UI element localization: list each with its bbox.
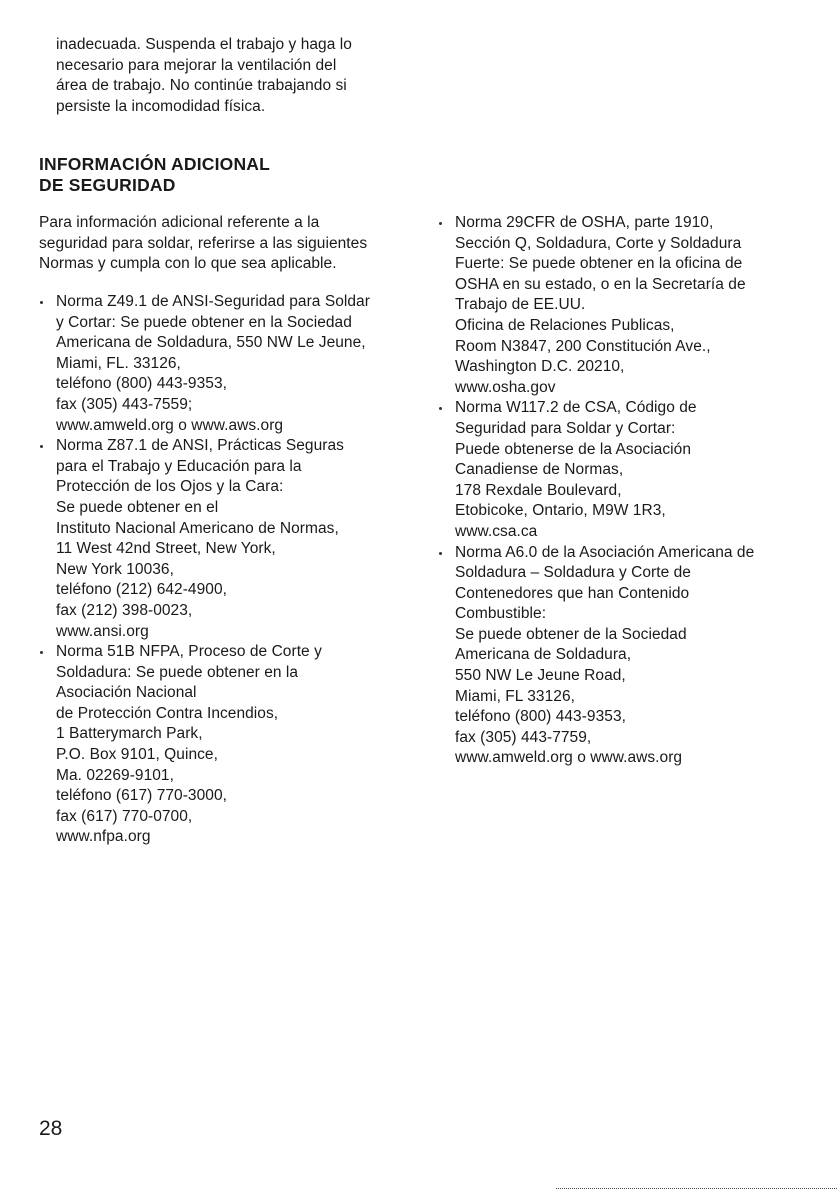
- bottom-divider: [556, 1188, 837, 1189]
- text-line: teléfono (800) 443-9353,: [56, 375, 227, 393]
- text-line: teléfono (212) 642-4900,: [56, 581, 227, 599]
- text-line: Miami, FL 33126,: [455, 687, 575, 705]
- text-line: P.O. Box 9101, Quince,: [56, 746, 218, 764]
- standard-nfpa-51b-item: [39, 642, 370, 848]
- text-line: Trabajo de EE.UU.: [455, 296, 586, 314]
- intro-continuation-paragraph: [56, 35, 352, 117]
- standard-csa-w117-item: [438, 398, 754, 542]
- heading-line: DE SEGURIDAD: [39, 174, 176, 195]
- text-line: Sección Q, Soldadura, Corte y Soldadura: [455, 234, 742, 252]
- text-line: necesario para mejorar la ventilación del: [56, 56, 337, 74]
- text-line: www.amweld.org o www.aws.org: [56, 416, 284, 434]
- text-line: www.amweld.org o www.aws.org: [455, 749, 683, 767]
- text-line: fax (212) 398-0023,: [56, 601, 193, 619]
- text-line: Norma A6.0 de la Asociación Americana de: [455, 543, 755, 561]
- standard-ansi-z49-item: [39, 292, 370, 436]
- standard-aws-a6-item: [438, 543, 754, 770]
- text-line: para el Trabajo y Educación para la: [56, 457, 302, 475]
- text-line: fax (305) 443-7759,: [455, 728, 592, 746]
- text-line: Americana de Soldadura, 550 NW Le Jeune,: [56, 334, 366, 352]
- lead-paragraph: [39, 213, 367, 275]
- text-line: www.csa.ca: [455, 522, 538, 540]
- text-line: Combustible:: [455, 605, 547, 623]
- text-line: teléfono (800) 443-9353,: [455, 708, 626, 726]
- text-line: New York 10036,: [56, 560, 174, 578]
- text-line: Seguridad para Soldar y Cortar:: [455, 419, 676, 437]
- text-line: Norma 29CFR de OSHA, parte 1910,: [455, 214, 714, 231]
- text-line: Protección de los Ojos y la Cara:: [56, 478, 284, 496]
- text-line: Se puede obtener de la Sociedad: [455, 625, 687, 643]
- text-line: Norma 51B NFPA, Proceso de Corte y: [56, 643, 322, 661]
- text-line: Americana de Soldadura,: [455, 646, 632, 664]
- text-line: Room N3847, 200 Constitución Ave.,: [455, 337, 711, 355]
- standards-list: [438, 213, 754, 769]
- text-line: 178 Rexdale Boulevard,: [455, 481, 622, 499]
- text-line: Fuerte: Se puede obtener en la oficina de: [455, 255, 743, 273]
- text-line: Ma. 02269-9101,: [56, 766, 174, 784]
- text-line: fax (305) 443-7559;: [56, 395, 193, 413]
- text-line: inadecuada. Suspenda el trabajo y haga lo: [56, 36, 352, 53]
- text-line: y Cortar: Se puede obtener en la Sociedad: [56, 313, 352, 331]
- text-line: www.nfpa.org: [56, 828, 151, 846]
- text-line: teléfono (617) 770-3000,: [56, 787, 227, 805]
- text-line: Se puede obtener en el: [56, 498, 219, 516]
- text-line: área de trabajo. No continúe trabajando si: [56, 77, 347, 95]
- text-line: Miami, FL. 33126,: [56, 354, 181, 372]
- text-line: persiste la incomodidad física.: [56, 97, 266, 115]
- text-line: OSHA en su estado, o en la Secretaría de: [455, 275, 746, 293]
- standard-osha-29cfr-item: [438, 213, 754, 398]
- text-line: Oficina de Relaciones Publicas,: [455, 316, 675, 334]
- text-line: Instituto Nacional Americano de Normas,: [56, 519, 339, 537]
- page-number: 28: [39, 1117, 63, 1140]
- left-standards-column: [39, 292, 370, 848]
- text-line: 1 Batterymarch Park,: [56, 725, 203, 743]
- standards-list: [39, 292, 370, 848]
- text-line: Norma Z49.1 de ANSI-Seguridad para Soldar: [56, 293, 370, 310]
- text-line: Soldadura – Soldadura y Corte de: [455, 564, 691, 582]
- text-line: Contenedores que han Contenido: [455, 584, 690, 602]
- standard-ansi-z87-item: [39, 436, 370, 642]
- text-line: Soldadura: Se puede obtener en la: [56, 663, 299, 681]
- right-standards-column: [438, 213, 754, 769]
- text-line: Washington D.C. 20210,: [455, 358, 625, 376]
- heading-line: INFORMACIÓN ADICIONAL: [39, 154, 271, 174]
- section-heading: [39, 154, 270, 195]
- text-line: Norma Z87.1 de ANSI, Prácticas Seguras: [56, 437, 344, 455]
- text-line: Asociación Nacional: [56, 684, 197, 702]
- text-line: fax (617) 770-0700,: [56, 807, 193, 825]
- text-line: Puede obtenerse de la Asociación: [455, 440, 691, 458]
- text-line: Para información adicional referente a la: [39, 214, 320, 231]
- text-line: seguridad para soldar, referirse a las siguientes: [39, 234, 368, 252]
- text-line: de Protección Contra Incendios,: [56, 704, 279, 722]
- text-line: Canadiense de Normas,: [455, 461, 624, 479]
- text-line: www.ansi.org: [56, 622, 149, 640]
- text-line: Norma W117.2 de CSA, Código de: [455, 399, 697, 417]
- text-line: www.osha.gov: [455, 378, 556, 396]
- text-line: 550 NW Le Jeune Road,: [455, 667, 626, 685]
- text-line: Etobicoke, Ontario, M9W 1R3,: [455, 502, 666, 520]
- text-line: 11 West 42nd Street, New York,: [56, 540, 276, 558]
- text-line: Normas y cumpla con lo que sea aplicable.: [39, 255, 337, 273]
